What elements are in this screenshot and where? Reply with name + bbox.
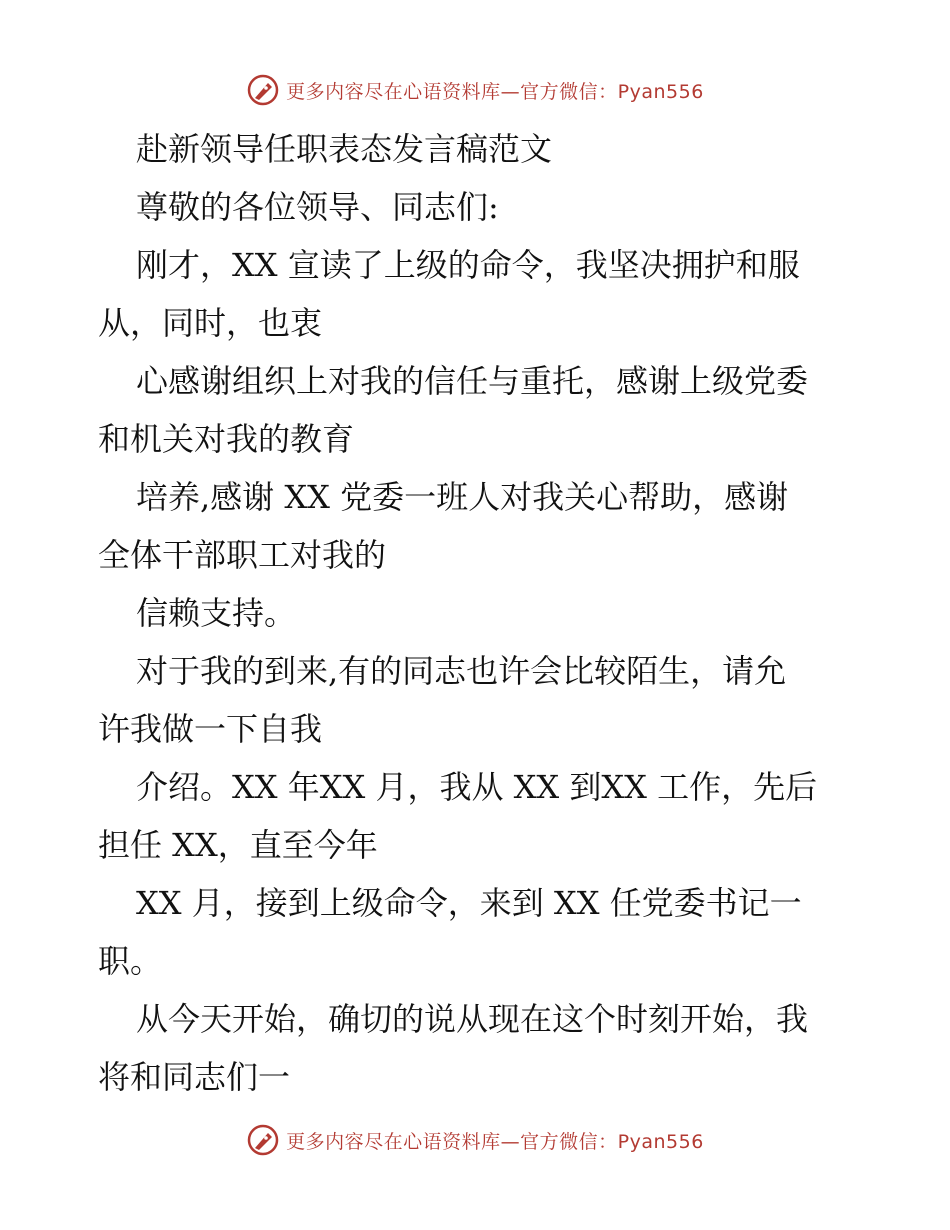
text-line: 刚才，XX 宣读了上级的命令，我坚决拥护和服 bbox=[136, 246, 800, 284]
pen-nib-logo-icon bbox=[246, 1123, 280, 1157]
pen-nib-logo-icon bbox=[246, 73, 280, 107]
text-line: 介绍。XX 年XX 月，我从 XX 到XX 工作，先后 bbox=[136, 768, 818, 806]
text-line: 从今天开始，确切的说从现在这个时刻开始，我 bbox=[136, 1000, 809, 1038]
document-body bbox=[98, 120, 858, 1106]
text-line: 职。 bbox=[98, 942, 163, 980]
text-line: 从，同时，也衷 bbox=[98, 304, 323, 342]
text-line: 培养,感谢 XX 党委一班人对我关心帮助，感谢 bbox=[136, 478, 789, 516]
text-line: 赴新领导任职表态发言稿范文 bbox=[136, 130, 553, 168]
watermark-text: 更多内容尽在心语资料库—官方微信：Pyan556 bbox=[286, 1130, 704, 1153]
header-watermark bbox=[0, 70, 950, 110]
text-line: 将和同志们一 bbox=[98, 1058, 291, 1096]
text-line: 全体干部职工对我的 bbox=[98, 536, 387, 574]
watermark-text: 更多内容尽在心语资料库—官方微信：Pyan556 bbox=[286, 80, 704, 103]
text-line: 心感谢组织上对我的信任与重托，感谢上级党委 bbox=[136, 362, 809, 400]
text-line: 信赖支持。 bbox=[136, 594, 297, 632]
text-line: 和机关对我的教育 bbox=[98, 420, 355, 458]
text-line: XX 月，接到上级命令，来到 XX 任党委书记一 bbox=[136, 884, 802, 922]
text-line: 许我做一下自我 bbox=[98, 710, 323, 748]
text-line: 担任 XX，直至今年 bbox=[98, 826, 378, 864]
text-line: 尊敬的各位领导、同志们: bbox=[136, 188, 499, 226]
text-line: 对于我的到来,有的同志也许会比较陌生，请允 bbox=[136, 652, 787, 690]
footer-watermark bbox=[0, 1120, 950, 1160]
